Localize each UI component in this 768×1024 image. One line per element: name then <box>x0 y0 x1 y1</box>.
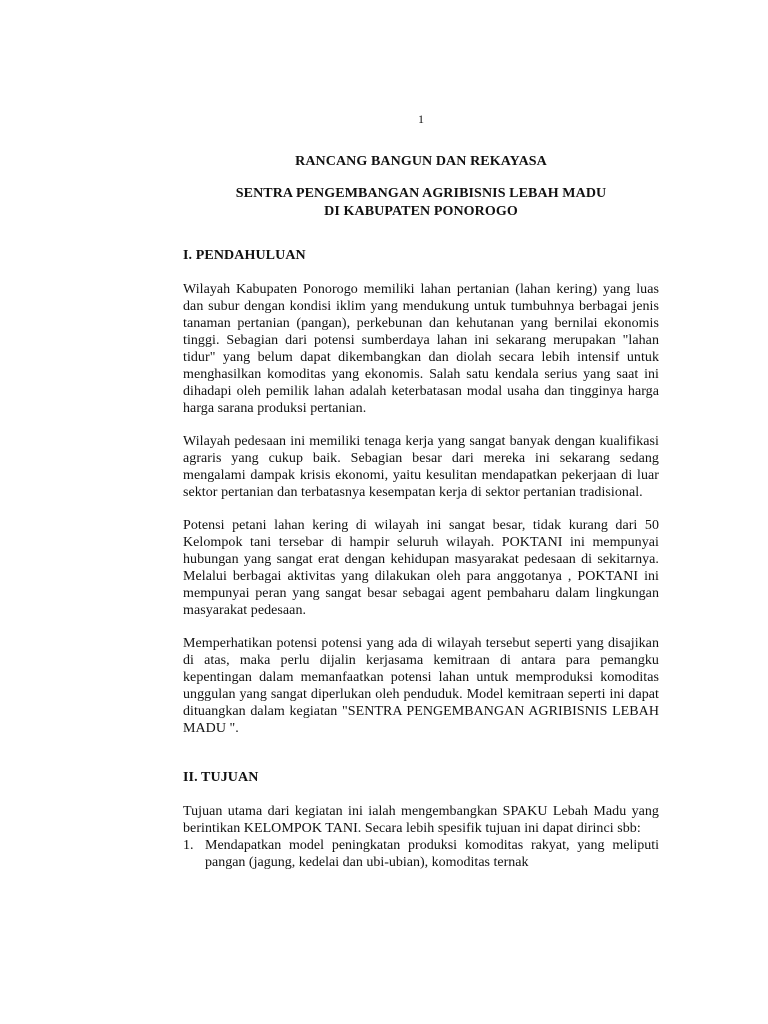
subtitle-line-2: DI KABUPATEN PONOROGO <box>324 204 518 219</box>
page-number: 1 <box>418 112 424 126</box>
page-content <box>183 110 659 871</box>
section-spacer <box>183 753 659 769</box>
objectives-list <box>183 837 659 871</box>
document-subtitle <box>183 185 659 221</box>
list-item-text: Mendapatkan model peningkatan produksi komoditas rakyat, yang meliputi pangan (jagung, kedelai dan ubi-ubian), komoditas ternak <box>205 838 659 870</box>
list-item <box>183 837 659 871</box>
section-heading-pendahuluan: I. PENDAHULUAN <box>183 248 306 263</box>
paragraph: Tujuan utama dari kegiatan ini ialah mengembangkan SPAKU Lebah Madu yang berintikan KELOMPOK TANI. Secara lebih spesifik tujuan ini dapat dirinci sbb: <box>183 804 659 836</box>
list-item-number: 1. <box>183 838 194 853</box>
paragraph: Wilayah pedesaan ini memiliki tenaga kerja yang sangat banyak dengan kualifikasi agraris yang cukup baik. Sebagian besar dari mereka ini sekarang sedang mengalami dampak krisis ekonomi, yaitu kesulitan mendapatkan pekerjaan di luar sektor pertanian dan terbatasnya kesempatan kerja di sektor pertanian tradisional. <box>183 434 659 500</box>
paragraph: Wilayah Kabupaten Ponorogo memiliki lahan pertanian (lahan kering) yang luas dan subur dengan kondisi iklim yang mendukung untuk tumbuhnya berbagai jenis tanaman pertanian (pangan), perkebunan dan kehutanan yang bernilai ekonomis tinggi. Sebagian dari potensi sumberdaya lahan ini sekarang merupakan "lahan tidur" yang belum dapat dikembangkan dan diolah secara lebih intensif untuk menghasilkan komoditas yang ekonomis. Salah satu kendala serius yang saat ini dihadapi oleh pemilik lahan adalah keterbatasan modal usaha dan tingginya harga harga sarana produksi pertanian. <box>183 282 659 416</box>
document-title: RANCANG BANGUN DAN REKAYASA <box>295 154 547 169</box>
subtitle-line-1: SENTRA PENGEMBANGAN AGRIBISNIS LEBAH MADU <box>235 186 607 201</box>
section-heading-tujuan: II. TUJUAN <box>183 770 259 785</box>
paragraph: Memperhatikan potensi potensi yang ada di wilayah tersebut seperti yang disajikan di atas, maka perlu dijalin kerjasama kemitraan di antara para pemangku kepentingan dalam memanfaatkan potensi lahan untuk memproduksi komoditas unggulan yang sangat diperlukan oleh penduduk. Model kemitraan seperti ini dapat dituangkan dalam kegiatan "SENTRA PENGEMBANGAN AGRIBISNIS LEBAH MADU ". <box>183 636 659 736</box>
paragraph: Potensi petani lahan kering di wilayah ini sangat besar, tidak kurang dari 50 Kelompok tani tersebar di hampir seluruh wilayah. POKTANI ini mempunyai hubungan yang sangat erat dengan kehidupan masyarakat pedesaan di sekitarnya. Melalui berbagai aktivitas yang dilakukan oleh para anggotanya , POKTANI ini mempunyai peran yang sangat besar sebagai agent pembaharu dalam lingkungan masyarakat pedesaan. <box>183 518 659 618</box>
